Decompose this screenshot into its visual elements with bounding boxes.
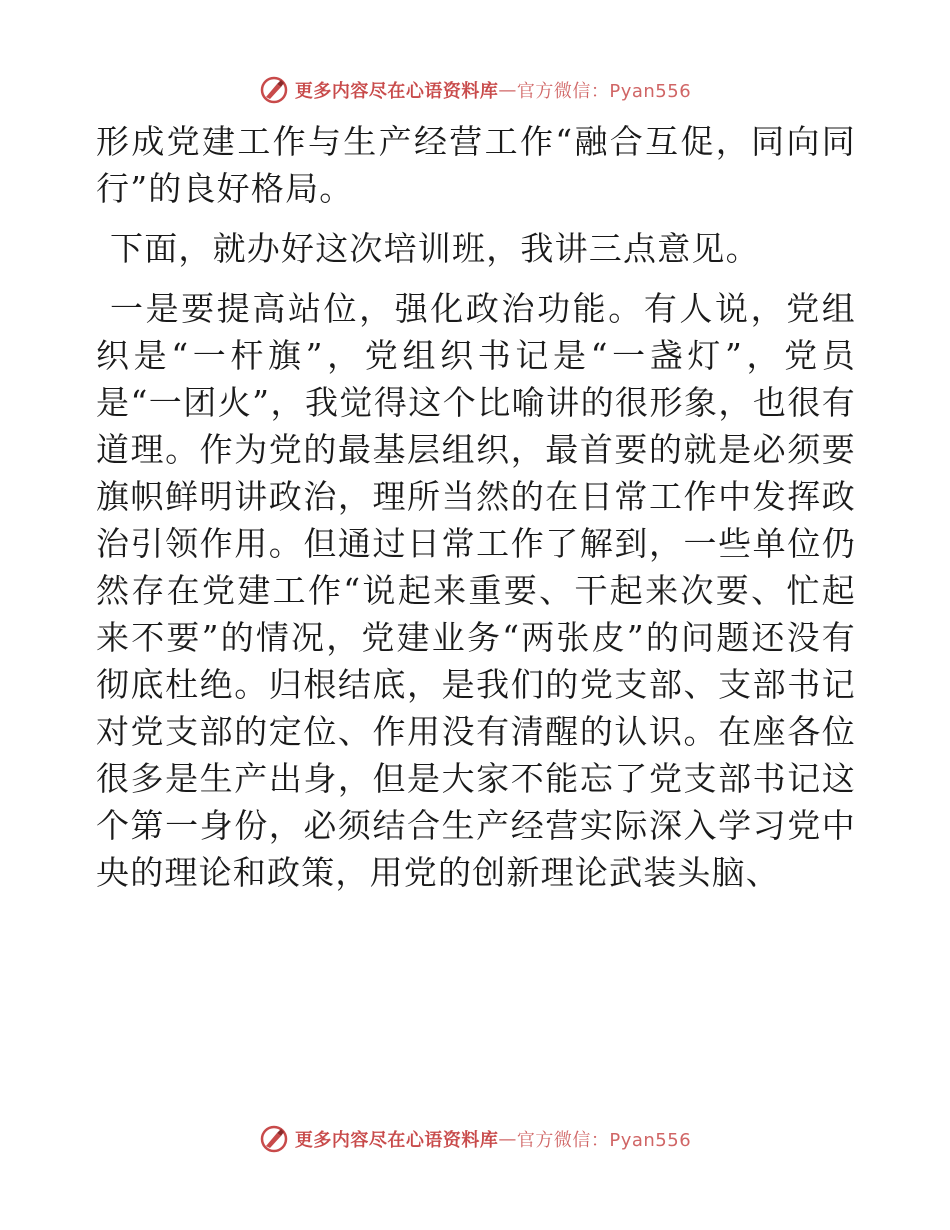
- ink-pen-logo-icon: [259, 1124, 289, 1154]
- paragraph-3: 一是要提高站位，强化政治功能。有人说，党组织是“一杆旗”，党组织书记是“一盏灯”，党员是“一团火”，我觉得这个比喻讲的很形象，也很有道理。作为党的最基层组织，最首要的就是必须要旗帜鲜明讲政治，理所当然的在日常工作中发挥政治引领作用。但通过日常工作了解到，一些单位仍然存在党建工作“说起来重要、干起来次要、忙起来不要”的情况，党建业务“两张皮”的问题还没有彻底杜绝。归根结底，是我们的党支部、支部书记对党支部的定位、作用没有清醒的认识。在座各位很多是生产出身，但是大家不能忘了党支部书记这个第一身份，必须结合生产经营实际深入学习党中央的理论和政策，用党的创新理论武装头脑、: [96, 289, 856, 892]
- watermark-sub-text: 官方微信：Pyan556: [516, 1130, 692, 1151]
- footer-watermark: [0, 1119, 950, 1159]
- watermark-dash: —: [498, 1128, 517, 1150]
- ink-pen-logo-icon: [259, 75, 289, 105]
- paragraph-2: 下面，就办好这次培训班，我讲三点意见。: [110, 229, 760, 268]
- watermark-main-text: 更多内容尽在心语资料库: [294, 1130, 499, 1151]
- header-watermark: [0, 70, 950, 110]
- paragraph-1: 形成党建工作与生产经营工作“融合互促，同向同行”的良好格局。: [96, 122, 856, 208]
- watermark-dash: —: [498, 79, 517, 101]
- watermark-main-text: 更多内容尽在心语资料库: [294, 81, 499, 102]
- watermark-sub-text: 官方微信：Pyan556: [516, 81, 692, 102]
- document-body: [96, 118, 856, 896]
